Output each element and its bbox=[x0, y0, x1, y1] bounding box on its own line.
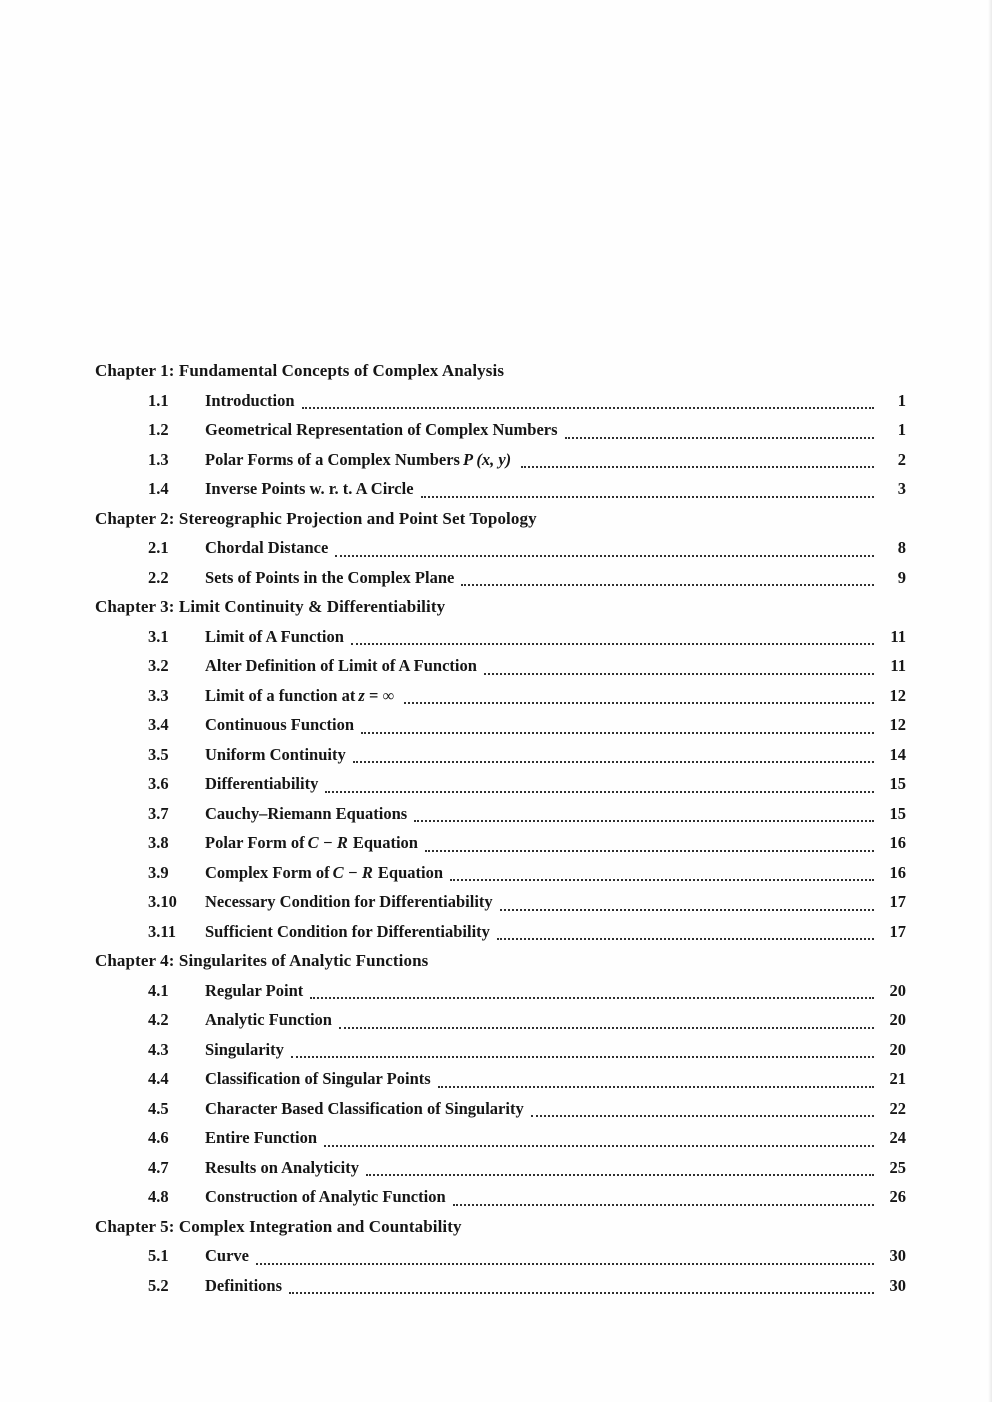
toc-entry bbox=[95, 533, 906, 563]
toc-entry bbox=[95, 415, 906, 445]
page-number: 8 bbox=[897, 538, 906, 557]
dot-leader bbox=[450, 879, 874, 881]
section-number: 3.11 bbox=[148, 921, 176, 941]
section-title: Chordal Distance bbox=[205, 538, 329, 557]
chapter-heading: Chapter 5: Complex Integration and Countability bbox=[95, 1216, 462, 1236]
page-number: 11 bbox=[890, 626, 906, 646]
section-title: Curve bbox=[205, 1246, 249, 1265]
toc-entry bbox=[95, 858, 906, 888]
toc-entry bbox=[95, 1035, 906, 1065]
dot-leader bbox=[291, 1056, 874, 1058]
page-number: 11 bbox=[890, 656, 906, 675]
page-number: 16 bbox=[889, 833, 906, 852]
page-number: 1 bbox=[897, 390, 906, 410]
toc-entry bbox=[95, 917, 906, 947]
section-number: 5.1 bbox=[148, 1246, 169, 1265]
toc-entry bbox=[95, 622, 906, 652]
section-number: 3.5 bbox=[148, 744, 169, 764]
page-number: 30 bbox=[889, 1246, 906, 1265]
dot-leader bbox=[366, 1174, 874, 1176]
page-number: 1 bbox=[897, 420, 906, 439]
dot-leader bbox=[565, 437, 874, 439]
dot-leader bbox=[361, 732, 874, 734]
page-number: 25 bbox=[889, 1157, 906, 1177]
section-title: Necessary Condition for Differentiability bbox=[205, 892, 493, 911]
section-number: 4.4 bbox=[148, 1069, 169, 1088]
section-number: 3.8 bbox=[148, 833, 169, 852]
section-title: Uniform Continuity bbox=[205, 744, 346, 764]
toc-entry bbox=[95, 887, 906, 917]
page-number: 12 bbox=[889, 715, 906, 734]
dot-leader bbox=[339, 1027, 874, 1029]
dot-leader bbox=[531, 1115, 874, 1117]
page-number: 12 bbox=[889, 685, 906, 705]
toc-entry bbox=[95, 976, 906, 1006]
page-number: 3 bbox=[897, 479, 906, 498]
dot-leader bbox=[453, 1204, 874, 1206]
section-title: Cauchy–Riemann Equations bbox=[205, 803, 408, 823]
page-number: 20 bbox=[889, 980, 906, 1000]
toc-entry bbox=[95, 799, 906, 829]
section-number: 4.8 bbox=[148, 1187, 169, 1206]
toc-entry bbox=[95, 710, 906, 740]
toc-entry bbox=[95, 386, 906, 416]
dot-leader bbox=[289, 1292, 874, 1294]
section-number: 4.3 bbox=[148, 1039, 169, 1059]
section-number: 4.2 bbox=[148, 1010, 169, 1029]
page-number: 20 bbox=[889, 1010, 906, 1029]
section-title: Introduction bbox=[205, 390, 295, 410]
chapter-heading: Chapter 2: Stereographic Projection and Point Set Topology bbox=[95, 508, 537, 528]
section-number: 1.3 bbox=[148, 449, 169, 469]
dot-leader bbox=[256, 1263, 874, 1265]
dot-leader bbox=[425, 850, 874, 852]
section-title: Differentiability bbox=[205, 774, 319, 793]
dot-leader bbox=[310, 997, 874, 999]
dot-leader bbox=[421, 496, 874, 498]
section-title: Polar Form of bbox=[205, 833, 305, 852]
math-expression: C − R bbox=[307, 833, 348, 852]
dot-leader bbox=[325, 791, 874, 793]
section-title: Definitions bbox=[205, 1275, 283, 1295]
page-number: 17 bbox=[889, 892, 906, 911]
section-title: Regular Point bbox=[205, 980, 304, 1000]
section-number: 3.2 bbox=[148, 656, 169, 675]
section-title: Limit of A Function bbox=[205, 626, 344, 646]
toc-entry bbox=[95, 1005, 906, 1035]
section-number: 1.2 bbox=[148, 420, 169, 439]
scan-edge-artifact bbox=[988, 0, 992, 1402]
page-number: 24 bbox=[889, 1128, 906, 1147]
toc-entry bbox=[95, 1182, 906, 1212]
dot-leader bbox=[497, 938, 874, 940]
section-title: Sets of Points in the Complex Plane bbox=[205, 567, 455, 587]
chapter-heading: Chapter 3: Limit Continuity & Differentiability bbox=[95, 597, 446, 616]
section-title: Inverse Points w. r. t. A Circle bbox=[205, 479, 414, 498]
section-number: 4.1 bbox=[148, 980, 169, 1000]
section-title: Sufficient Condition for Differentiability bbox=[205, 921, 490, 941]
math-expression: z = ∞ bbox=[358, 685, 395, 705]
section-number: 3.4 bbox=[148, 715, 169, 734]
toc-entry bbox=[95, 1271, 906, 1301]
page-number: 15 bbox=[889, 803, 906, 823]
section-title: Limit of a function at bbox=[205, 685, 356, 705]
toc-entry bbox=[95, 1094, 906, 1124]
dot-leader bbox=[302, 407, 874, 409]
math-expression: C − R bbox=[332, 862, 373, 882]
section-title: Alter Definition of Limit of A Function bbox=[205, 656, 477, 675]
section-title: Entire Function bbox=[205, 1128, 317, 1147]
table-of-contents bbox=[95, 356, 906, 1300]
chapter-heading: Chapter 1: Fundamental Concepts of Complex Analysis bbox=[95, 361, 505, 380]
dot-leader bbox=[414, 820, 874, 822]
toc-entry bbox=[95, 445, 906, 475]
toc-entry bbox=[95, 474, 906, 504]
page-number: 16 bbox=[889, 862, 906, 882]
page-number: 21 bbox=[889, 1069, 906, 1088]
section-number: 2.1 bbox=[148, 538, 169, 557]
dot-leader bbox=[324, 1145, 874, 1147]
toc-entry bbox=[95, 651, 906, 681]
section-title: Continuous Function bbox=[205, 715, 355, 734]
section-title: Results on Analyticity bbox=[205, 1157, 360, 1177]
section-title: Classification of Singular Points bbox=[205, 1069, 431, 1088]
section-number: 1.4 bbox=[148, 479, 169, 498]
page-number: 14 bbox=[889, 744, 906, 764]
page-number: 15 bbox=[889, 774, 906, 793]
section-number: 1.1 bbox=[148, 390, 169, 410]
section-number: 3.10 bbox=[148, 892, 177, 911]
toc-entry bbox=[95, 769, 906, 799]
page-number: 26 bbox=[889, 1187, 906, 1206]
chapter-heading: Chapter 4: Singularites of Analytic Functions bbox=[95, 951, 429, 970]
page-number: 20 bbox=[889, 1039, 906, 1059]
dot-leader bbox=[461, 584, 874, 586]
page-number: 22 bbox=[889, 1098, 906, 1118]
page-number: 2 bbox=[897, 449, 906, 469]
dot-leader bbox=[500, 909, 874, 911]
toc-entry bbox=[95, 1241, 906, 1271]
dot-leader bbox=[404, 702, 874, 704]
dot-leader bbox=[351, 643, 874, 645]
section-number: 5.2 bbox=[148, 1275, 169, 1295]
section-number: 3.3 bbox=[148, 685, 169, 705]
toc-entry bbox=[95, 563, 906, 593]
section-title: Complex Form of bbox=[205, 862, 330, 882]
page-number: 30 bbox=[889, 1275, 906, 1295]
section-number: 3.7 bbox=[148, 803, 169, 823]
page-number: 9 bbox=[897, 567, 906, 587]
section-title-continued: Equation bbox=[352, 833, 418, 852]
section-title: Character Based Classification of Singularity bbox=[205, 1098, 524, 1118]
section-title: Analytic Function bbox=[205, 1010, 332, 1029]
section-number: 2.2 bbox=[148, 567, 169, 587]
section-number: 3.9 bbox=[148, 862, 169, 882]
toc-entry bbox=[95, 1064, 906, 1094]
page-number: 17 bbox=[889, 921, 906, 941]
section-number: 3.6 bbox=[148, 774, 169, 793]
toc-entry bbox=[95, 1153, 906, 1183]
section-number: 3.1 bbox=[148, 626, 169, 646]
toc-entry bbox=[95, 681, 906, 711]
toc-entry bbox=[95, 740, 906, 770]
section-number: 4.7 bbox=[148, 1157, 169, 1177]
section-title: Singularity bbox=[205, 1039, 284, 1059]
section-title: Geometrical Representation of Complex Numbers bbox=[205, 420, 558, 439]
section-number: 4.6 bbox=[148, 1128, 169, 1147]
section-title: Polar Forms of a Complex Numbers bbox=[205, 449, 460, 469]
section-number: 4.5 bbox=[148, 1098, 169, 1118]
dot-leader bbox=[438, 1086, 874, 1088]
math-expression: P (x, y) bbox=[462, 449, 512, 469]
section-title: Construction of Analytic Function bbox=[205, 1187, 446, 1206]
toc-entry bbox=[95, 1123, 906, 1153]
dot-leader bbox=[335, 555, 874, 557]
dot-leader bbox=[521, 466, 874, 468]
dot-leader bbox=[353, 761, 874, 763]
dot-leader bbox=[484, 673, 874, 675]
section-title-continued: Equation bbox=[377, 862, 444, 882]
toc-entry bbox=[95, 828, 906, 858]
